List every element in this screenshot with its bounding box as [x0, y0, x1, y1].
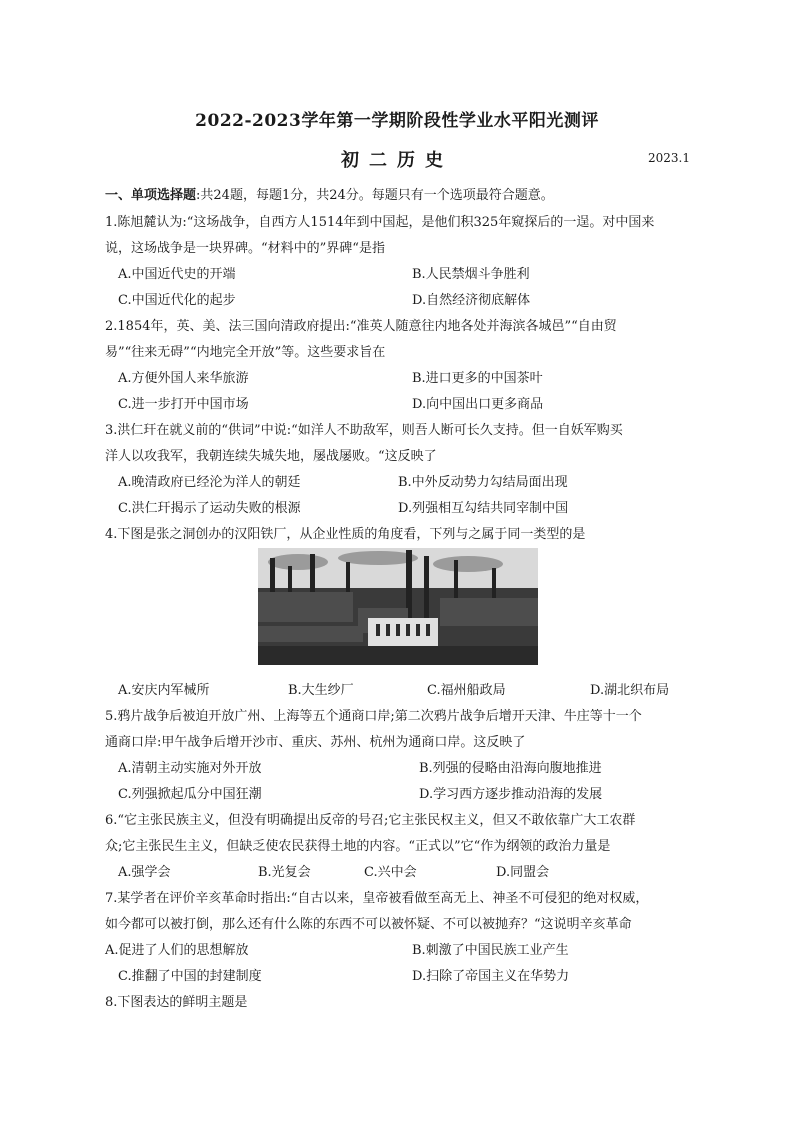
question-2-option-d: D.向中国出口更多商品 — [412, 397, 544, 412]
exam-title: 2022-2023学年第一学期阶段性学业水平阳光测评 — [195, 111, 599, 131]
question-7-option-a: A.促进了人们的思想解放 — [105, 943, 249, 958]
question-6-option-c: C.兴中会 — [364, 865, 417, 880]
question-1-option-c: C.中国近代化的起步 — [118, 293, 236, 308]
question-6-line-1: 6.“它主张民族主义，但没有明确提出反帝的号召;它主张民权主义，但又不敢依靠广大工农群 — [105, 813, 636, 828]
question-3-line-1: 3.洪仁玕在就义前的“供词”中说:“如洋人不助敌军，则吾人断可长久支持。但一自妖军购买 — [105, 423, 623, 438]
question-2-option-a: A.方便外国人来华旅游 — [118, 371, 249, 386]
question-2-option-c: C.进一步打开中国市场 — [118, 397, 249, 412]
question-8-line-1: 8.下图表达的鲜明主题是 — [105, 995, 248, 1010]
question-7-line-1: 7.某学者在评价辛亥革命时指出:“自古以来，皇帝被看做至高无上、神圣不可侵犯的绝对权威， — [105, 891, 649, 906]
section-heading — [105, 184, 554, 203]
question-5-option-d: D.学习西方逐步推动沿海的发展 — [419, 787, 603, 802]
question-1-option-b: B.人民禁烟斗争胜利 — [412, 267, 530, 282]
question-5-line-2: 通商口岸:甲午战争后增开沙市、重庆、苏州、杭州为通商口岸。这反映了 — [105, 735, 526, 750]
question-1-option-d: D.自然经济彻底解体 — [412, 293, 531, 308]
question-7-line-2: 如今都可以被打倒，那么还有什么陈的东西不可以被怀疑、不可以被抛弃？“这说明辛亥革命 — [105, 917, 632, 932]
question-6-option-b: B.光复会 — [258, 865, 311, 880]
question-5-option-b: B.列强的侵略由沿海向腹地推进 — [419, 761, 602, 776]
question-3-line-2: 洋人以攻我军，我朝连续失城失地，屡战屡败。“这反映了 — [105, 449, 437, 464]
question-5-line-1: 5.鸦片战争后被迫开放广州、上海等五个通商口岸;第二次鸦片战争后增开天津、牛庄等十一个 — [105, 709, 642, 724]
question-6-option-d: D.同盟会 — [496, 865, 550, 880]
question-7-option-d: D.扫除了帝国主义在华势力 — [412, 969, 570, 984]
subject-heading: 初二历史 — [341, 150, 453, 171]
question-3-option-d: D.列强相互勾结共同宰制中国 — [398, 501, 569, 516]
question-5-option-a: A.清朝主动实施对外开放 — [118, 761, 262, 776]
question-3-option-a: A.晚清政府已经沦为洋人的朝廷 — [118, 475, 301, 490]
section-instructions: :共24题，每题1分，共24分。每题只有一个选项最符合题意。 — [196, 188, 554, 203]
question-2-line-1: 2.1854年，英、美、法三国向清政府提出:“准英人随意往内地各处并海滨各城邑”“自由贸 — [105, 319, 617, 334]
question-3-option-b: B.中外反动势力勾结局面出现 — [398, 475, 568, 490]
question-7-option-b: B.刺激了中国民族工业产生 — [412, 943, 569, 958]
hanyang-ironworks-photo — [258, 548, 538, 665]
question-1-line-2: 说，这场战争是一块界碑。“材料中的”界碑“是指 — [105, 241, 385, 256]
question-2-line-2: 易”“往来无碍”“内地完全开放”等。这些要求旨在 — [105, 345, 386, 360]
question-7-option-c: C.推翻了中国的封建制度 — [118, 969, 262, 984]
question-6-option-a: A.强学会 — [118, 865, 171, 880]
question-5-option-c: C.列强掀起瓜分中国狂潮 — [118, 787, 262, 802]
question-1-option-a: A.中国近代史的开端 — [118, 267, 236, 282]
question-4-line-1: 4.下图是张之洞创办的汉阳铁厂，从企业性质的角度看，下列与之属于同一类型的是 — [105, 527, 586, 542]
question-2-option-b: B.进口更多的中国茶叶 — [412, 371, 543, 386]
question-3-option-c: C.洪仁玕揭示了运动失败的根源 — [118, 501, 301, 516]
question-4-option-c: C.福州船政局 — [427, 683, 506, 698]
question-4-option-a: A.安庆内军械所 — [118, 683, 210, 698]
question-4-option-b: B.大生纱厂 — [288, 683, 354, 698]
question-4-option-d: D.湖北织布局 — [590, 683, 670, 698]
exam-date: 2023.1 — [648, 151, 690, 165]
section-label: 一、单项选择题 — [105, 188, 197, 203]
question-1-line-1: 1.陈旭麓认为:“这场战争，自西方人1514年到中国起，是他们积325年窥探后的一逞。对中国来 — [105, 215, 655, 230]
question-6-line-2: 众;它主张民生主义，但缺乏使农民获得土地的内容。“正式以”它“作为纲领的政治力量是 — [105, 839, 611, 854]
